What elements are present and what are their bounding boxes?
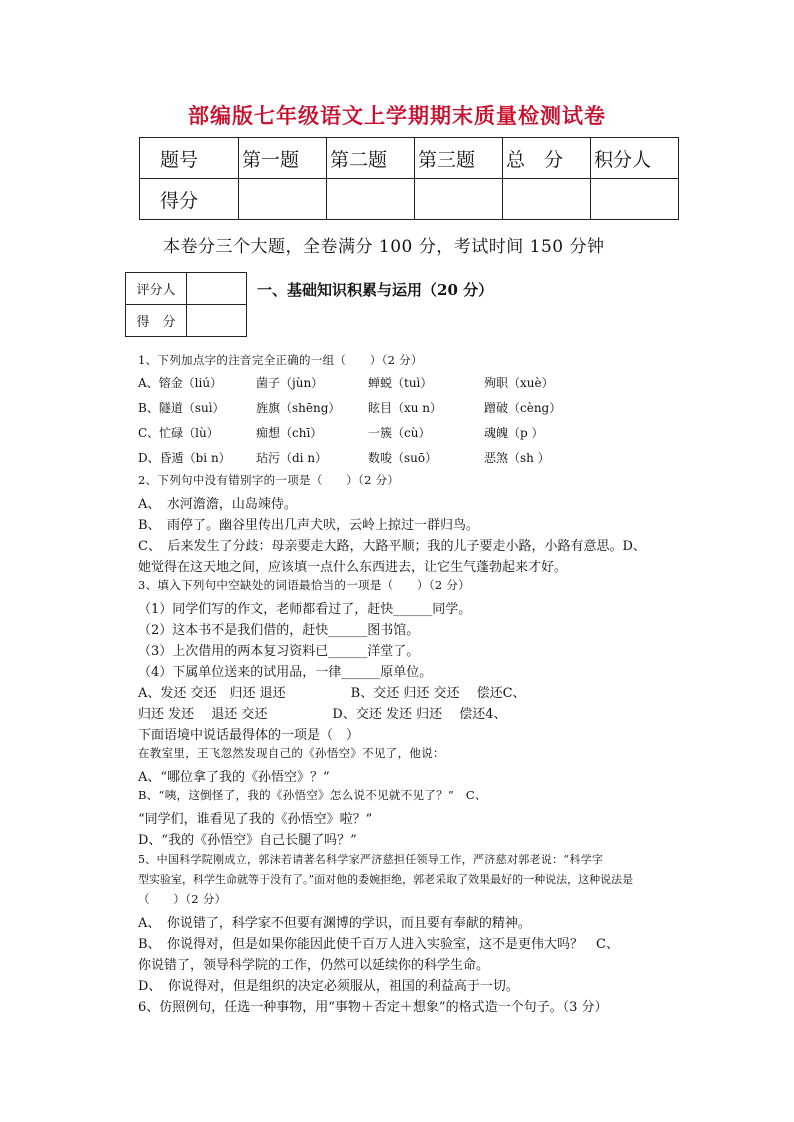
option: 恶煞（sh ） xyxy=(484,451,550,465)
option-line: B、 雨停了。幽谷里传出几声犬吠，云岭上掠过一群归鸟。 xyxy=(138,518,480,533)
score-header-cell: 第三题 xyxy=(415,138,503,179)
section-score-label: 得 分 xyxy=(126,305,187,337)
option-row xyxy=(138,374,554,391)
option-line: A、发还 交还 归还 退还 B、交还 归还 交还 偿还C、 xyxy=(138,686,526,701)
exam-instructions: 本卷分三个大题，全卷满分 100 分，考试时间 150 分钟 xyxy=(163,237,605,257)
option-row xyxy=(138,399,561,416)
score-input-cell[interactable] xyxy=(239,179,327,220)
score-header-cell: 总 分 xyxy=(503,138,591,179)
option: 一簇（cù） xyxy=(368,426,431,440)
option: 旌旗（shēng） xyxy=(256,401,341,415)
option: 蹭破（cèng） xyxy=(484,401,562,415)
option-line: 她觉得在这天地之间，应该填一点什么东西进去，让它生气蓬勃起来才好。 xyxy=(138,560,568,575)
question-stem: 3、填入下列句中空缺处的词语最恰当的一项是（ ）（2 分） xyxy=(138,578,471,592)
fill-line: （1）同学们写的作文，老师都看过了，赶快______同学。 xyxy=(138,602,472,617)
grader-box xyxy=(125,272,247,337)
question-stem: 型实验室，科学生命就等于没有了。”面对他的委婉拒绝，郭老采取了效果最好的一种说法，这种说法是 xyxy=(138,873,634,886)
question-context: 在教室里，王飞忽然发现自己的《孙悟空》不见了，他说： xyxy=(138,746,445,760)
option: 数唆（suō） xyxy=(368,451,438,465)
fill-line: （4）下属单位送来的试用品，一律______原单位。 xyxy=(138,665,433,680)
fill-line: （3）上次借用的两本复习资料已______洋堂了。 xyxy=(138,644,420,659)
score-table-score-row xyxy=(140,179,679,220)
option: 痴想（chī） xyxy=(256,426,323,440)
score-table xyxy=(139,137,679,220)
section-score-input-cell[interactable] xyxy=(187,305,247,337)
option: 眩目（xu n） xyxy=(368,401,443,415)
question-stem: 2、下列句中没有错别字的一项是（ ）（2 分） xyxy=(138,473,400,487)
score-header-cell: 第一题 xyxy=(239,138,327,179)
option-row xyxy=(138,424,544,441)
option: 殉职（xuè） xyxy=(484,376,554,390)
option-line: D、 你说得对，但是组织的决定必须服从，祖国的利益高于一切。 xyxy=(138,979,519,994)
option-line: D、“我的《孙悟空》自己长腿了吗？” xyxy=(138,833,357,848)
fill-line: （2）这本书不是我们借的，赶快______图书馆。 xyxy=(138,623,420,638)
score-input-cell[interactable] xyxy=(327,179,415,220)
score-row-label: 得分 xyxy=(140,179,239,220)
option: 魂魄（p ） xyxy=(484,426,544,440)
score-header-cell: 积分人 xyxy=(591,138,679,179)
score-input-cell[interactable] xyxy=(591,179,679,220)
option: D、昏遁（bi n） xyxy=(138,451,231,465)
question-stem: 6、仿照例句，任选一种事物，用“事物＋否定＋想象”的格式造一个句子。（3 分） xyxy=(138,1000,608,1015)
grader-label: 评分人 xyxy=(126,273,187,305)
option-row xyxy=(138,449,550,466)
option-line: B、 你说得对，但是如果你能因此使千百万人进入实验室，这不是更伟大吗？ C、 xyxy=(138,937,620,952)
option-line: A、“哪位拿了我的《孙悟空》？” xyxy=(138,770,330,785)
score-header-cell: 题号 xyxy=(140,138,239,179)
question-stem: 下面语境中说话最得体的一项是（ ） xyxy=(138,728,360,743)
score-header-cell: 第二题 xyxy=(327,138,415,179)
option-line: B、“咦，这倒怪了，我的《孙悟空》怎么说不见就不见了？” C、 xyxy=(138,788,487,802)
option: A、镕金（liú） xyxy=(138,376,223,390)
exam-title: 部编版七年级语文上学期期末质量检测试卷 xyxy=(188,103,606,128)
option-line: 归还 发还 退还 交还 D、交还 发还 归还 偿还4、 xyxy=(138,707,507,722)
score-input-cell[interactable] xyxy=(415,179,503,220)
grader-input-cell[interactable] xyxy=(187,273,247,305)
option: B、隧道（suì） xyxy=(138,401,225,415)
score-table-header-row xyxy=(140,138,679,179)
section-heading: 一、基础知识积累与运用（20 分） xyxy=(257,281,494,299)
option-line: A、 水河澹澹，山岛竦侍。 xyxy=(138,497,297,512)
option: 玷污（di n） xyxy=(256,451,328,465)
option-line: “同学们，谁看见了我的《孙悟空》啦？” xyxy=(138,812,373,827)
question-stem: 1、下列加点字的注音完全正确的一组（ ）（2 分） xyxy=(138,353,423,367)
score-input-cell[interactable] xyxy=(503,179,591,220)
option: C、忙碌（lù） xyxy=(138,426,219,440)
option: 菌子（jùn） xyxy=(256,376,324,390)
option-line: 你说错了，领导科学院的工作，仍然可以延续你的科学生命。 xyxy=(138,958,490,973)
option-line: A、 你说错了，科学家不但要有渊博的学识，而且要有奉献的精神。 xyxy=(138,916,531,931)
option-line: C、 后来发生了分歧：母亲要走大路，大路平顺；我的儿子要走小路，小路有意思。D、 xyxy=(138,539,646,554)
question-stem: （ ）（2 分） xyxy=(138,892,227,906)
question-stem: 5、中国科学院刚成立，郭沫若请著名科学家严济慈担任领导工作，严济慈对郭老说：“科学字 xyxy=(138,853,604,866)
option: 蝉蜕（tuì） xyxy=(368,376,433,390)
